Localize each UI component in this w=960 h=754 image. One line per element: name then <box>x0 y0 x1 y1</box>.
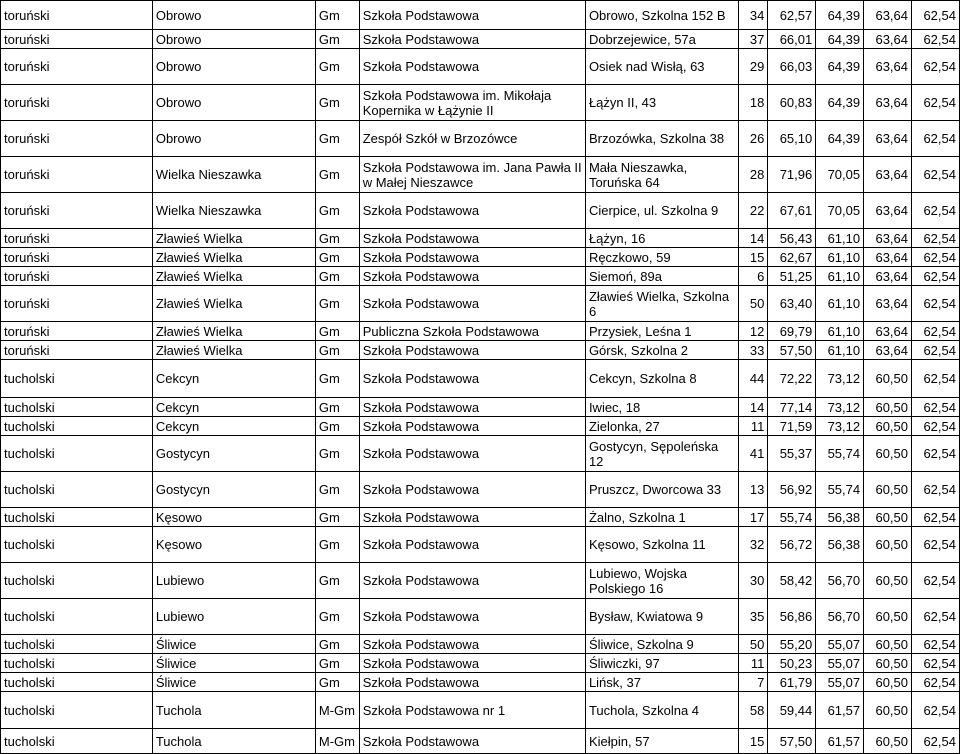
powiat-score-cell: 60,50 <box>864 436 912 472</box>
gmina-cell: Tuchola <box>152 729 315 754</box>
gmina-score-cell: 55,07 <box>816 673 864 692</box>
school-score-cell: 51,25 <box>768 267 816 286</box>
powiat-score-cell: 60,50 <box>864 599 912 635</box>
student-count-cell: 30 <box>738 563 768 599</box>
student-count-cell: 34 <box>738 1 768 30</box>
school-name-cell: Szkoła Podstawowa <box>359 286 585 322</box>
powiat-score-cell: 63,64 <box>864 121 912 157</box>
gmina-type-cell: Gm <box>315 193 359 229</box>
province-score-cell: 62,54 <box>912 508 960 527</box>
gmina-score-cell: 73,12 <box>816 417 864 436</box>
student-count-cell: 18 <box>738 85 768 121</box>
powiat-cell: tucholski <box>1 527 153 563</box>
school-score-cell: 71,96 <box>768 157 816 193</box>
gmina-cell: Obrowo <box>152 30 315 49</box>
powiat-cell: tucholski <box>1 673 153 692</box>
student-count-cell: 12 <box>738 322 768 341</box>
powiat-cell: toruński <box>1 322 153 341</box>
table-row <box>1 267 960 286</box>
school-score-cell: 71,59 <box>768 417 816 436</box>
address-cell: Górsk, Szkolna 2 <box>585 341 738 360</box>
table-row <box>1 436 960 472</box>
table-row <box>1 692 960 729</box>
gmina-type-cell: Gm <box>315 229 359 248</box>
address-cell: Ręczkowo, 59 <box>585 248 738 267</box>
table-row <box>1 599 960 635</box>
province-score-cell: 62,54 <box>912 248 960 267</box>
student-count-cell: 35 <box>738 599 768 635</box>
province-score-cell: 62,54 <box>912 341 960 360</box>
gmina-score-cell: 56,38 <box>816 527 864 563</box>
table-row <box>1 729 960 754</box>
powiat-score-cell: 63,64 <box>864 1 912 30</box>
gmina-type-cell: Gm <box>315 472 359 508</box>
school-score-cell: 72,22 <box>768 360 816 398</box>
address-cell: Lińsk, 37 <box>585 673 738 692</box>
student-count-cell: 17 <box>738 508 768 527</box>
table-row <box>1 1 960 30</box>
province-score-cell: 62,54 <box>912 157 960 193</box>
student-count-cell: 50 <box>738 635 768 654</box>
table-row <box>1 157 960 193</box>
powiat-score-cell: 63,64 <box>864 248 912 267</box>
address-cell: Łążyn, 16 <box>585 229 738 248</box>
gmina-cell: Obrowo <box>152 121 315 157</box>
table-row <box>1 417 960 436</box>
school-name-cell: Zespół Szkół w Brzozówce <box>359 121 585 157</box>
powiat-cell: toruński <box>1 248 153 267</box>
gmina-type-cell: Gm <box>315 563 359 599</box>
gmina-cell: Śliwice <box>152 673 315 692</box>
gmina-score-cell: 56,70 <box>816 563 864 599</box>
gmina-cell: Cekcyn <box>152 417 315 436</box>
gmina-score-cell: 55,07 <box>816 654 864 673</box>
student-count-cell: 11 <box>738 654 768 673</box>
powiat-cell: toruński <box>1 30 153 49</box>
powiat-cell: toruński <box>1 1 153 30</box>
gmina-type-cell: M-Gm <box>315 729 359 754</box>
powiat-score-cell: 60,50 <box>864 563 912 599</box>
gmina-cell: Lubiewo <box>152 563 315 599</box>
address-cell: Cekcyn, Szkolna 8 <box>585 360 738 398</box>
school-score-cell: 59,44 <box>768 692 816 729</box>
school-name-cell: Szkoła Podstawowa <box>359 729 585 754</box>
gmina-cell: Zławieś Wielka <box>152 267 315 286</box>
address-cell: Zławieś Wielka, Szkolna 6 <box>585 286 738 322</box>
powiat-score-cell: 63,64 <box>864 341 912 360</box>
gmina-cell: Obrowo <box>152 1 315 30</box>
province-score-cell: 62,54 <box>912 436 960 472</box>
gmina-score-cell: 64,39 <box>816 49 864 85</box>
powiat-cell: tucholski <box>1 599 153 635</box>
school-score-cell: 58,42 <box>768 563 816 599</box>
table-row <box>1 248 960 267</box>
school-score-cell: 56,72 <box>768 527 816 563</box>
gmina-score-cell: 64,39 <box>816 1 864 30</box>
gmina-type-cell: Gm <box>315 267 359 286</box>
student-count-cell: 26 <box>738 121 768 157</box>
gmina-cell: Kęsowo <box>152 527 315 563</box>
table-row <box>1 563 960 599</box>
powiat-score-cell: 60,50 <box>864 673 912 692</box>
address-cell: Siemoń, 89a <box>585 267 738 286</box>
table-row <box>1 508 960 527</box>
powiat-cell: toruński <box>1 341 153 360</box>
student-count-cell: 29 <box>738 49 768 85</box>
gmina-score-cell: 61,57 <box>816 692 864 729</box>
gmina-cell: Zławieś Wielka <box>152 322 315 341</box>
student-count-cell: 41 <box>738 436 768 472</box>
gmina-cell: Wielka Nieszawka <box>152 193 315 229</box>
gmina-score-cell: 61,10 <box>816 341 864 360</box>
table-row <box>1 341 960 360</box>
gmina-cell: Zławieś Wielka <box>152 286 315 322</box>
gmina-type-cell: Gm <box>315 30 359 49</box>
gmina-cell: Śliwice <box>152 654 315 673</box>
address-cell: Obrowo, Szkolna 152 B <box>585 1 738 30</box>
address-cell: Bysław, Kwiatowa 9 <box>585 599 738 635</box>
student-count-cell: 14 <box>738 398 768 417</box>
school-score-cell: 57,50 <box>768 341 816 360</box>
student-count-cell: 14 <box>738 229 768 248</box>
province-score-cell: 62,54 <box>912 267 960 286</box>
school-name-cell: Szkoła Podstawowa <box>359 417 585 436</box>
gmina-cell: Obrowo <box>152 49 315 85</box>
province-score-cell: 62,54 <box>912 563 960 599</box>
gmina-type-cell: Gm <box>315 286 359 322</box>
table-row <box>1 49 960 85</box>
powiat-score-cell: 60,50 <box>864 729 912 754</box>
powiat-cell: tucholski <box>1 729 153 754</box>
school-score-cell: 62,67 <box>768 248 816 267</box>
school-name-cell: Szkoła Podstawowa <box>359 398 585 417</box>
gmina-cell: Zławieś Wielka <box>152 248 315 267</box>
student-count-cell: 37 <box>738 30 768 49</box>
powiat-cell: tucholski <box>1 360 153 398</box>
gmina-score-cell: 64,39 <box>816 85 864 121</box>
gmina-score-cell: 73,12 <box>816 360 864 398</box>
school-name-cell: Szkoła Podstawowa <box>359 49 585 85</box>
gmina-type-cell: Gm <box>315 1 359 30</box>
province-score-cell: 62,54 <box>912 360 960 398</box>
student-count-cell: 32 <box>738 527 768 563</box>
gmina-cell: Obrowo <box>152 85 315 121</box>
gmina-cell: Zławieś Wielka <box>152 229 315 248</box>
address-cell: Cierpice, ul. Szkolna 9 <box>585 193 738 229</box>
powiat-cell: tucholski <box>1 417 153 436</box>
powiat-score-cell: 60,50 <box>864 398 912 417</box>
address-cell: Kęsowo, Szkolna 11 <box>585 527 738 563</box>
gmina-type-cell: Gm <box>315 635 359 654</box>
province-score-cell: 62,54 <box>912 472 960 508</box>
gmina-score-cell: 55,07 <box>816 635 864 654</box>
province-score-cell: 62,54 <box>912 599 960 635</box>
address-cell: Zielonka, 27 <box>585 417 738 436</box>
table-row <box>1 30 960 49</box>
school-score-cell: 55,37 <box>768 436 816 472</box>
province-score-cell: 62,54 <box>912 30 960 49</box>
table-row <box>1 121 960 157</box>
address-cell: Kiełpin, 57 <box>585 729 738 754</box>
school-score-cell: 56,43 <box>768 229 816 248</box>
province-score-cell: 62,54 <box>912 286 960 322</box>
gmina-score-cell: 64,39 <box>816 121 864 157</box>
school-score-cell: 66,03 <box>768 49 816 85</box>
school-name-cell: Szkoła Podstawowa <box>359 599 585 635</box>
gmina-type-cell: Gm <box>315 341 359 360</box>
table-row <box>1 322 960 341</box>
student-count-cell: 6 <box>738 267 768 286</box>
powiat-cell: tucholski <box>1 692 153 729</box>
powiat-cell: tucholski <box>1 563 153 599</box>
powiat-score-cell: 60,50 <box>864 635 912 654</box>
province-score-cell: 62,54 <box>912 85 960 121</box>
gmina-score-cell: 61,10 <box>816 286 864 322</box>
powiat-score-cell: 63,64 <box>864 322 912 341</box>
address-cell: Lubiewo, Wojska Polskiego 16 <box>585 563 738 599</box>
table-row <box>1 360 960 398</box>
school-name-cell: Szkoła Podstawowa <box>359 341 585 360</box>
powiat-score-cell: 63,64 <box>864 193 912 229</box>
address-cell: Pruszcz, Dworcowa 33 <box>585 472 738 508</box>
school-name-cell: Szkoła Podstawowa <box>359 635 585 654</box>
province-score-cell: 62,54 <box>912 193 960 229</box>
gmina-type-cell: Gm <box>315 436 359 472</box>
powiat-cell: tucholski <box>1 398 153 417</box>
gmina-score-cell: 61,57 <box>816 729 864 754</box>
address-cell: Gostycyn, Sępoleńska 12 <box>585 436 738 472</box>
powiat-score-cell: 60,50 <box>864 692 912 729</box>
gmina-cell: Cekcyn <box>152 360 315 398</box>
gmina-score-cell: 73,12 <box>816 398 864 417</box>
gmina-cell: Tuchola <box>152 692 315 729</box>
gmina-type-cell: Gm <box>315 508 359 527</box>
gmina-type-cell: Gm <box>315 85 359 121</box>
school-name-cell: Szkoła Podstawowa <box>359 508 585 527</box>
gmina-type-cell: Gm <box>315 527 359 563</box>
school-score-cell: 60,83 <box>768 85 816 121</box>
powiat-cell: toruński <box>1 286 153 322</box>
student-count-cell: 50 <box>738 286 768 322</box>
gmina-score-cell: 55,74 <box>816 436 864 472</box>
school-name-cell: Szkoła Podstawowa <box>359 563 585 599</box>
province-score-cell: 62,54 <box>912 1 960 30</box>
powiat-cell: toruński <box>1 157 153 193</box>
table-row <box>1 193 960 229</box>
gmina-score-cell: 70,05 <box>816 193 864 229</box>
school-score-cell: 62,57 <box>768 1 816 30</box>
gmina-type-cell: Gm <box>315 248 359 267</box>
table-row <box>1 635 960 654</box>
powiat-score-cell: 60,50 <box>864 508 912 527</box>
powiat-score-cell: 60,50 <box>864 417 912 436</box>
school-name-cell: Szkoła Podstawowa <box>359 472 585 508</box>
table-row <box>1 229 960 248</box>
powiat-cell: tucholski <box>1 508 153 527</box>
province-score-cell: 62,54 <box>912 635 960 654</box>
province-score-cell: 62,54 <box>912 527 960 563</box>
gmina-score-cell: 56,38 <box>816 508 864 527</box>
gmina-score-cell: 70,05 <box>816 157 864 193</box>
gmina-type-cell: Gm <box>315 398 359 417</box>
gmina-type-cell: Gm <box>315 157 359 193</box>
gmina-type-cell: Gm <box>315 121 359 157</box>
student-count-cell: 15 <box>738 729 768 754</box>
powiat-cell: tucholski <box>1 472 153 508</box>
gmina-cell: Gostycyn <box>152 472 315 508</box>
powiat-score-cell: 60,50 <box>864 360 912 398</box>
gmina-type-cell: Gm <box>315 360 359 398</box>
school-name-cell: Szkoła Podstawowa <box>359 229 585 248</box>
school-name-cell: Szkoła Podstawowa <box>359 360 585 398</box>
student-count-cell: 13 <box>738 472 768 508</box>
school-score-cell: 63,40 <box>768 286 816 322</box>
powiat-cell: toruński <box>1 85 153 121</box>
table-row <box>1 472 960 508</box>
gmina-type-cell: M-Gm <box>315 692 359 729</box>
table-row <box>1 673 960 692</box>
table-body <box>1 1 960 754</box>
gmina-type-cell: Gm <box>315 673 359 692</box>
address-cell: Przysiek, Leśna 1 <box>585 322 738 341</box>
powiat-cell: tucholski <box>1 654 153 673</box>
province-score-cell: 62,54 <box>912 121 960 157</box>
gmina-cell: Śliwice <box>152 635 315 654</box>
gmina-score-cell: 56,70 <box>816 599 864 635</box>
school-name-cell: Szkoła Podstawowa im. Mikołaja Kopernika w Łążynie II <box>359 85 585 121</box>
address-cell: Żalno, Szkolna 1 <box>585 508 738 527</box>
school-score-cell: 56,92 <box>768 472 816 508</box>
table-row <box>1 654 960 673</box>
student-count-cell: 7 <box>738 673 768 692</box>
table-row <box>1 85 960 121</box>
address-cell: Śliwiczki, 97 <box>585 654 738 673</box>
school-name-cell: Szkoła Podstawowa <box>359 193 585 229</box>
gmina-score-cell: 55,74 <box>816 472 864 508</box>
gmina-type-cell: Gm <box>315 654 359 673</box>
gmina-cell: Wielka Nieszawka <box>152 157 315 193</box>
school-name-cell: Publiczna Szkoła Podstawowa <box>359 322 585 341</box>
gmina-cell: Cekcyn <box>152 398 315 417</box>
gmina-cell: Zławieś Wielka <box>152 341 315 360</box>
gmina-type-cell: Gm <box>315 49 359 85</box>
school-score-cell: 56,86 <box>768 599 816 635</box>
school-score-cell: 61,79 <box>768 673 816 692</box>
school-name-cell: Szkoła Podstawowa <box>359 436 585 472</box>
gmina-type-cell: Gm <box>315 599 359 635</box>
school-score-cell: 67,61 <box>768 193 816 229</box>
school-score-cell: 55,20 <box>768 635 816 654</box>
school-name-cell: Szkoła Podstawowa <box>359 654 585 673</box>
gmina-score-cell: 61,10 <box>816 248 864 267</box>
powiat-cell: tucholski <box>1 635 153 654</box>
school-score-cell: 55,74 <box>768 508 816 527</box>
province-score-cell: 62,54 <box>912 673 960 692</box>
address-cell: Dobrzejewice, 57a <box>585 30 738 49</box>
powiat-score-cell: 63,64 <box>864 49 912 85</box>
school-score-cell: 66,01 <box>768 30 816 49</box>
powiat-score-cell: 63,64 <box>864 157 912 193</box>
school-name-cell: Szkoła Podstawowa <box>359 527 585 563</box>
address-cell: Osiek nad Wisłą, 63 <box>585 49 738 85</box>
student-count-cell: 22 <box>738 193 768 229</box>
gmina-score-cell: 61,10 <box>816 267 864 286</box>
powiat-score-cell: 60,50 <box>864 527 912 563</box>
powiat-score-cell: 63,64 <box>864 85 912 121</box>
province-score-cell: 62,54 <box>912 398 960 417</box>
table-row <box>1 398 960 417</box>
student-count-cell: 58 <box>738 692 768 729</box>
gmina-score-cell: 61,10 <box>816 229 864 248</box>
student-count-cell: 33 <box>738 341 768 360</box>
powiat-score-cell: 63,64 <box>864 267 912 286</box>
powiat-cell: toruński <box>1 267 153 286</box>
table-row <box>1 286 960 322</box>
address-cell: Łążyn II, 43 <box>585 85 738 121</box>
gmina-cell: Gostycyn <box>152 436 315 472</box>
school-score-cell: 57,50 <box>768 729 816 754</box>
powiat-score-cell: 60,50 <box>864 654 912 673</box>
powiat-score-cell: 63,64 <box>864 286 912 322</box>
student-count-cell: 28 <box>738 157 768 193</box>
powiat-cell: toruński <box>1 49 153 85</box>
powiat-cell: toruński <box>1 121 153 157</box>
school-name-cell: Szkoła Podstawowa <box>359 1 585 30</box>
powiat-score-cell: 63,64 <box>864 30 912 49</box>
province-score-cell: 62,54 <box>912 49 960 85</box>
gmina-cell: Lubiewo <box>152 599 315 635</box>
school-name-cell: Szkoła Podstawowa <box>359 248 585 267</box>
province-score-cell: 62,54 <box>912 654 960 673</box>
school-score-cell: 65,10 <box>768 121 816 157</box>
powiat-score-cell: 60,50 <box>864 472 912 508</box>
student-count-cell: 11 <box>738 417 768 436</box>
province-score-cell: 62,54 <box>912 692 960 729</box>
powiat-cell: tucholski <box>1 436 153 472</box>
student-count-cell: 15 <box>738 248 768 267</box>
gmina-score-cell: 61,10 <box>816 322 864 341</box>
address-cell: Mała Nieszawka, Toruńska 64 <box>585 157 738 193</box>
address-cell: Tuchola, Szkolna 4 <box>585 692 738 729</box>
school-name-cell: Szkoła Podstawowa <box>359 267 585 286</box>
gmina-type-cell: Gm <box>315 417 359 436</box>
gmina-score-cell: 64,39 <box>816 30 864 49</box>
school-score-cell: 50,23 <box>768 654 816 673</box>
gmina-type-cell: Gm <box>315 322 359 341</box>
province-score-cell: 62,54 <box>912 417 960 436</box>
province-score-cell: 62,54 <box>912 729 960 754</box>
school-name-cell: Szkoła Podstawowa im. Jana Pawła II w Małej Nieszawce <box>359 157 585 193</box>
school-score-cell: 77,14 <box>768 398 816 417</box>
school-name-cell: Szkoła Podstawowa nr 1 <box>359 692 585 729</box>
address-cell: Iwiec, 18 <box>585 398 738 417</box>
address-cell: Śliwice, Szkolna 9 <box>585 635 738 654</box>
school-score-cell: 69,79 <box>768 322 816 341</box>
school-name-cell: Szkoła Podstawowa <box>359 30 585 49</box>
school-name-cell: Szkoła Podstawowa <box>359 673 585 692</box>
powiat-score-cell: 63,64 <box>864 229 912 248</box>
gmina-cell: Kęsowo <box>152 508 315 527</box>
province-score-cell: 62,54 <box>912 322 960 341</box>
address-cell: Brzozówka, Szkolna 38 <box>585 121 738 157</box>
powiat-cell: toruński <box>1 229 153 248</box>
powiat-cell: toruński <box>1 193 153 229</box>
table-row <box>1 527 960 563</box>
student-count-cell: 44 <box>738 360 768 398</box>
province-score-cell: 62,54 <box>912 229 960 248</box>
